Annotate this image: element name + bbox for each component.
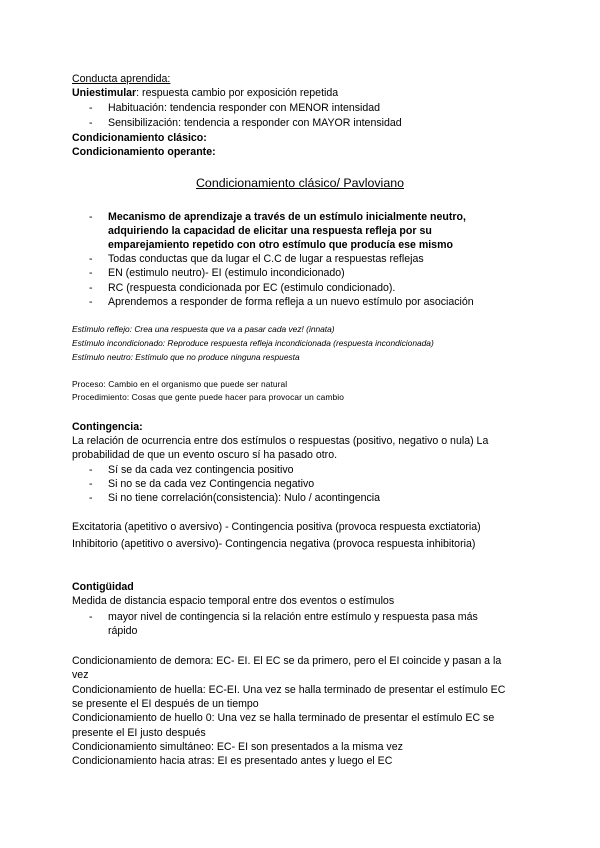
simultaneo-line: Condicionamiento simultáneo: EC- EI son presentados a la misma vez <box>72 741 403 753</box>
inhibitorio-line: Inhibitorio (apetitivo o aversivo)- Contingencia negativa (provoca respuesta inhibitoria) <box>72 538 476 550</box>
contingencia-heading: Contingencia: <box>72 421 143 433</box>
section-title: Condicionamiento clásico/ Pavloviano <box>195 176 404 190</box>
bullet-dash: - <box>89 267 93 279</box>
contiguidad-item-line-2: rápido <box>108 625 138 637</box>
bullet-dash: - <box>89 611 93 623</box>
mecanismo-line-1: Mecanismo de aprendizaje a través de un estímulo inicialmente neutro, <box>108 211 466 223</box>
list-item: Sí se da cada vez contingencia positivo <box>108 464 294 476</box>
huello0-line-2: presente el EI justo después <box>72 727 206 739</box>
contiguidad-text: Medida de distancia espacio temporal entre dos eventos o estímulos <box>72 595 395 607</box>
list-item: Aprendemos a responder de forma refleja a un nuevo estímulo por asociación <box>108 296 474 308</box>
mecanismo-line-2: adquiriendo la capacidad de elicitar una respuesta refleja por su <box>108 225 432 237</box>
uniestimular-label: Uniestimular <box>72 87 137 99</box>
bullet-dash: - <box>89 282 93 294</box>
definition-estimulo-incondicionado: Estímulo incondicionado: Reproduce respuesta refleja incondicionada (respuesta incondicionada) <box>72 338 434 348</box>
bullet-dash: - <box>89 117 93 129</box>
bullet-dash: - <box>89 102 93 114</box>
uniestimular-text: : respuesta cambio por exposición repetida <box>136 87 339 99</box>
uniestimular-line <box>72 86 338 100</box>
proceso-line: Proceso: Cambio en el organismo que puede ser natural <box>72 379 288 389</box>
bullet-dash: - <box>89 492 93 504</box>
list-item: EN (estimulo neutro)- EI (estimulo incondicionado) <box>108 267 345 279</box>
bullet-dash: - <box>89 478 93 490</box>
bullet-dash: - <box>89 464 93 476</box>
definition-estimulo-neutro: Estímulo neutro: Estímulo que no produce ninguna respuesta <box>72 352 300 362</box>
conducta-aprendida-heading: Conducta aprendida: <box>72 73 171 85</box>
huello0-line-1: Condicionamiento de huello 0: Una vez se halla terminado de presentar el estímulo EC se <box>72 712 495 724</box>
procedimiento-line: Procedimiento: Cosas que gente puede hacer para provocar un cambio <box>72 392 344 402</box>
condicionamiento-operante-heading: Condicionamiento operante: <box>72 146 216 158</box>
contiguidad-item-line-1: mayor nivel de contingencia si la relación entre estímulo y respuesta pasa más <box>108 611 478 623</box>
bullet-dash: - <box>89 253 93 265</box>
list-item: RC (respuesta condicionada por EC (estimulo condicionado). <box>108 282 396 294</box>
excitatoria-line: Excitatoria (apetitivo o aversivo) - Contingencia positiva (provoca respuesta exctiatoria) <box>72 521 481 533</box>
huella-line-2: se presente el EI después de un tiempo <box>72 698 259 710</box>
habituacion-item: Habituación: tendencia responder con MENOR intensidad <box>108 102 381 114</box>
huella-line-1: Condicionamiento de huella: EC-EI. Una vez se halla terminado de presentar el estímulo EC <box>72 684 506 696</box>
bullet-dash: - <box>89 296 93 308</box>
contingencia-text-1: La relación de ocurrencia entre dos estímulos o respuestas (positivo, negativo o nula) La <box>72 435 489 447</box>
list-item: Todas conductas que da lugar el C.C de lugar a respuestas reflejas <box>108 253 424 265</box>
demora-line-1: Condicionamiento de demora: EC- EI. El EC se da primero, pero el EI coincide y pasan a la <box>72 655 502 667</box>
hacia-atras-line: Condicionamiento hacia atras: EI es presentado antes y luego el EC <box>72 755 393 767</box>
list-item: Si no tiene correlación(consistencia): Nulo / acontingencia <box>108 492 381 504</box>
definition-estimulo-reflejo: Estímulo reflejo: Crea una respuesta que va a pasar cada vez! (innata) <box>72 324 335 334</box>
demora-line-2: vez <box>72 669 89 681</box>
list-item: Si no se da cada vez Contingencia negativo <box>108 478 315 490</box>
condicionamiento-clasico-heading: Condicionamiento clásico: <box>72 132 207 144</box>
contingencia-text-2: probabilidad de que un evento oscuro sí ha pasado otro. <box>72 449 338 461</box>
sensibilizacion-item: Sensibilización: tendencia a responder con MAYOR intensidad <box>108 117 402 129</box>
contiguidad-heading: Contigüidad <box>72 581 134 593</box>
bullet-dash: - <box>89 211 93 223</box>
mecanismo-line-3: emparejamiento repetido con otro estímulo que producía ese mismo <box>108 239 453 251</box>
